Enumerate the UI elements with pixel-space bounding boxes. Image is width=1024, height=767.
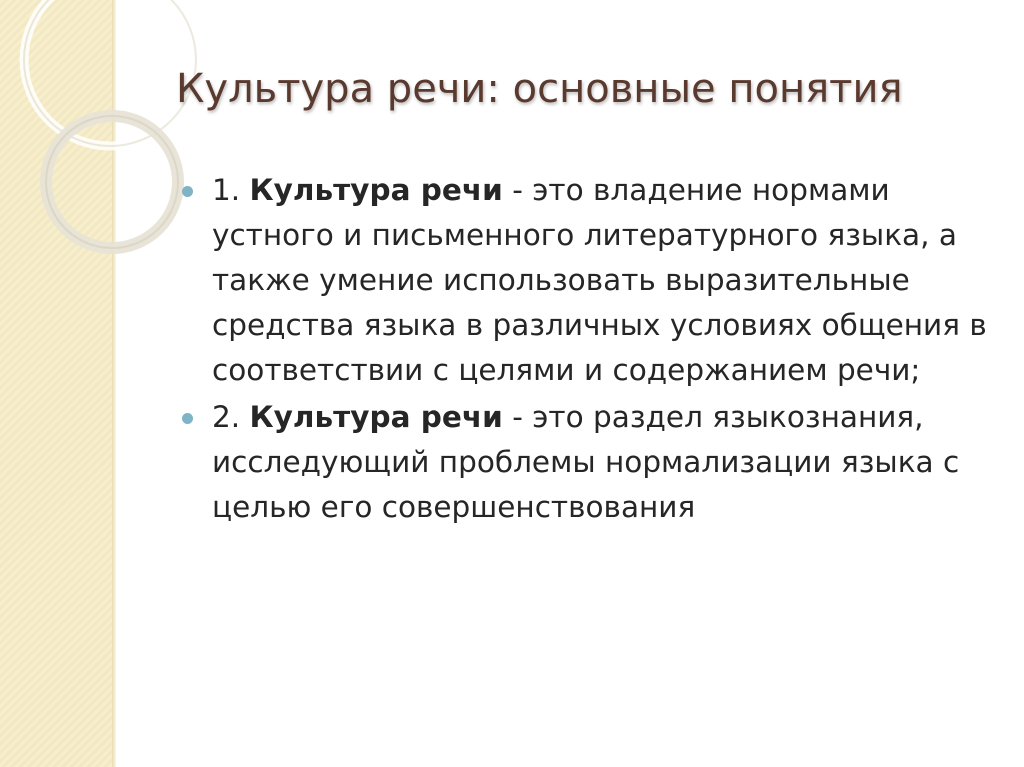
item-term: Культура речи [249, 400, 503, 434]
item-number: 2. [212, 400, 241, 434]
item-definition: - это владение нормами устного и письменного литературного языка, а также умение использовать выразительные средства языка в различных условиях общения в соответствии с целями и содержанием речи; [212, 173, 987, 387]
bullet-item-2 [176, 395, 996, 530]
decorative-rings-icon [0, 0, 200, 260]
bullet-dot-icon [182, 413, 193, 424]
bullet-list [176, 168, 996, 532]
item-number: 1. [212, 173, 241, 207]
bullet-item-1 [176, 168, 996, 393]
slide-title: Культура речи: основные понятия [176, 66, 903, 112]
item-definition: - это раздел языкознания, исследующий проблемы нормализации языка с целью его совершенствования [212, 400, 960, 524]
bullet-dot-icon [182, 186, 193, 197]
item-term: Культура речи [249, 173, 503, 207]
